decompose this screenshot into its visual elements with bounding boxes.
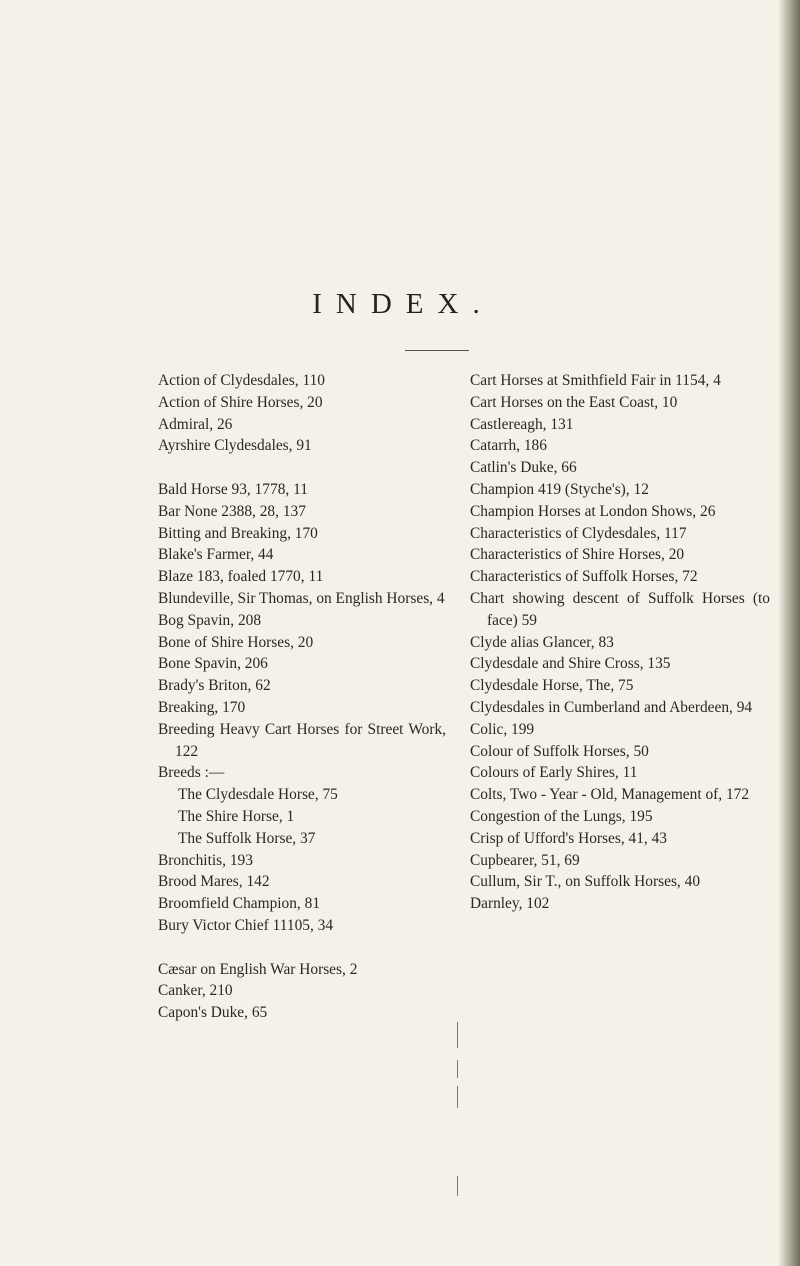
index-entry: Action of Shire Horses, 20 — [158, 393, 323, 411]
index-entry: Bitting and Breaking, 170 — [158, 524, 318, 542]
index-entry: Breaking, 170 — [158, 698, 246, 716]
index-entry: Characteristics of Shire Horses, 20 — [470, 546, 685, 564]
index-entry: Clydesdale Horse, The, 75 — [470, 677, 634, 695]
index-entry: Characteristics of Clydesdales, 117 — [470, 524, 687, 542]
index-entry: Capon's Duke, 65 — [158, 1004, 268, 1022]
index-entry: Breeds :— — [158, 764, 225, 782]
index-entry: Catlin's Duke, 66 — [470, 459, 577, 477]
index-entry: Cart Horses on the East Coast, 10 — [470, 393, 678, 411]
index-entry: Admiral, 26 — [158, 415, 233, 433]
index-entry: Champion 419 (Styche's), 12 — [470, 480, 649, 498]
index-entry: Bog Spavin, 208 — [158, 611, 262, 629]
index-entry: Clydesdale and Shire Cross, 135 — [470, 655, 671, 673]
index-entry: Brood Mares, 142 — [158, 873, 270, 891]
index-subentry: The Shire Horse, 1 — [178, 807, 295, 825]
index-entry: Colts, Two - Year - Old, Management of, 172 — [470, 786, 750, 804]
entry-gap — [158, 937, 446, 959]
index-entry: Canker, 210 — [158, 982, 233, 1000]
column-separator — [457, 1022, 458, 1048]
index-entry: Clyde alias Glancer, 83 — [470, 633, 614, 651]
index-entry: Blundeville, Sir Thomas, on English Horses, 4 — [158, 589, 445, 607]
index-entry: Action of Clydesdales, 110 — [158, 372, 325, 389]
index-entry: Crisp of Ufford's Horses, 41, 43 — [470, 829, 667, 847]
index-entry: Characteristics of Suffolk Horses, 72 — [470, 568, 698, 586]
column-separator — [457, 1086, 458, 1108]
index-entry: Bronchitis, 193 — [158, 851, 253, 869]
index-entry: Bone of Shire Horses, 20 — [158, 633, 314, 651]
entry-gap — [158, 457, 446, 479]
index-entry: Clydesdales in Cumberland and Aberdeen, 94 — [470, 698, 753, 716]
index-entry: Bury Victor Chief 11105, 34 — [158, 916, 334, 934]
index-entry: Colour of Suffolk Horses, 50 — [470, 742, 649, 760]
index-entry: Congestion of the Lungs, 195 — [470, 807, 653, 825]
index-entry: Castlereagh, 131 — [470, 415, 574, 433]
index-column-left — [158, 370, 446, 1024]
index-entry: Ayrshire Clydesdales, 91 — [158, 437, 312, 455]
index-entry: Blake's Farmer, 44 — [158, 546, 274, 564]
index-entry: Chart showing descent of Suffolk Horses (to face) 59 — [470, 589, 770, 629]
title-rule — [405, 350, 469, 351]
index-entry: Bone Spavin, 206 — [158, 655, 268, 673]
index-entry: Cullum, Sir T., on Suffolk Horses, 40 — [470, 873, 701, 891]
index-entry: Bald Horse 93, 1778, 11 — [158, 480, 308, 498]
index-entry: Cæsar on English War Horses, 2 — [158, 960, 358, 978]
index-entry: Colic, 199 — [470, 720, 535, 738]
index-entry: Brady's Briton, 62 — [158, 677, 271, 695]
index-column-right — [470, 370, 770, 915]
page-edge-shadow — [778, 0, 800, 1266]
index-entry: Cart Horses at Smithfield Fair in 1154, 4 — [470, 372, 721, 389]
index-entry: Broomfield Champion, 81 — [158, 895, 321, 913]
page-title: INDEX. — [312, 288, 494, 320]
index-entry: Darnley, 102 — [470, 895, 550, 913]
index-entry: Bar None 2388, 28, 137 — [158, 502, 306, 520]
index-subentry: The Suffolk Horse, 37 — [178, 829, 316, 847]
column-separator — [457, 1060, 458, 1078]
index-subentry: The Clydesdale Horse, 75 — [178, 786, 338, 804]
index-entry: Colours of Early Shires, 11 — [470, 764, 638, 782]
index-entry: Catarrh, 186 — [470, 437, 547, 455]
index-entry: Champion Horses at London Shows, 26 — [470, 502, 716, 520]
index-entry: Cupbearer, 51, 69 — [470, 851, 580, 869]
index-entry: Breeding Heavy Cart Horses for Street Work, 122 — [158, 720, 446, 760]
column-separator — [457, 1176, 458, 1196]
index-entry: Blaze 183, foaled 1770, 11 — [158, 568, 324, 586]
